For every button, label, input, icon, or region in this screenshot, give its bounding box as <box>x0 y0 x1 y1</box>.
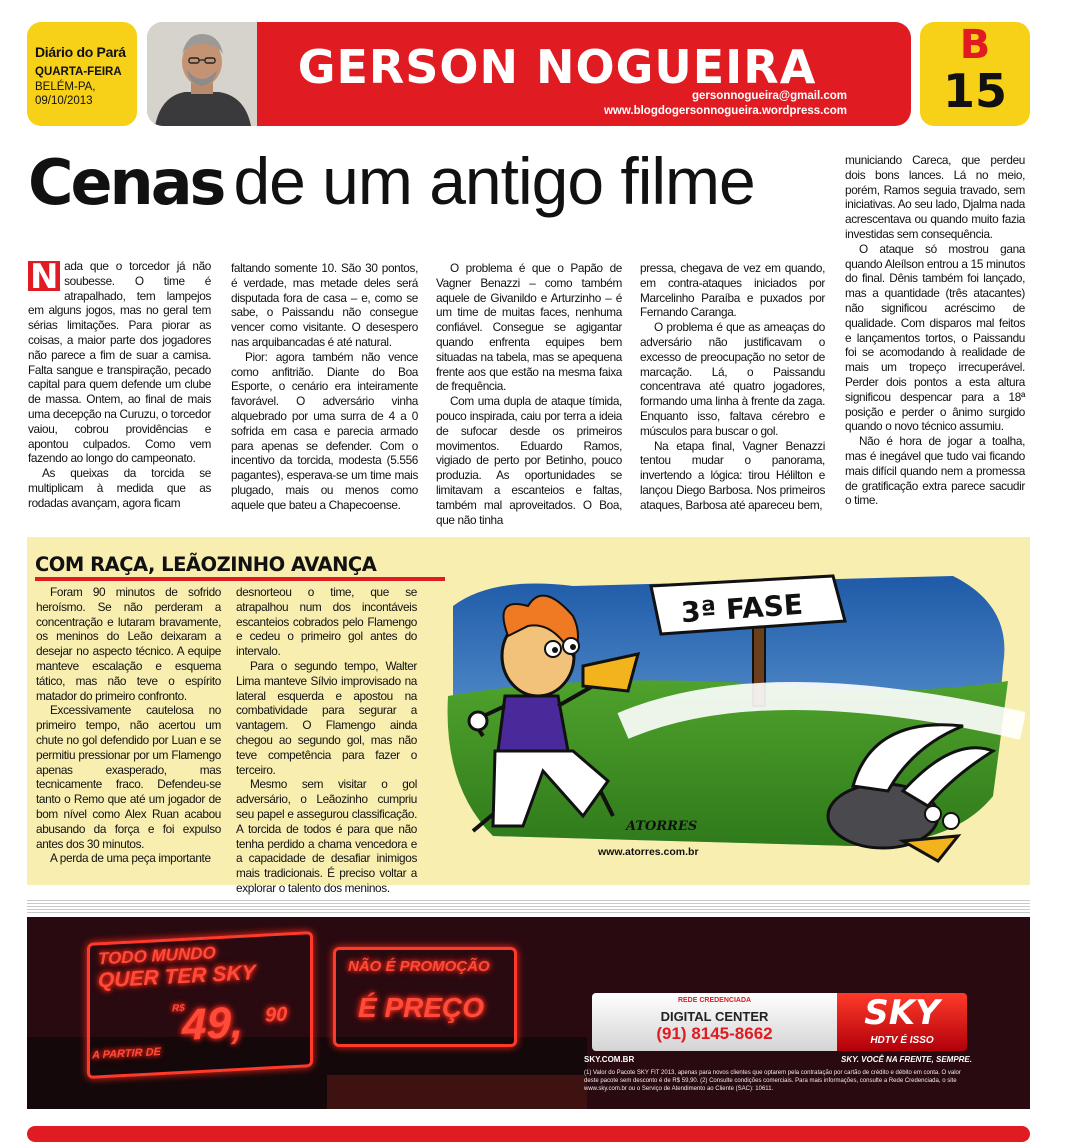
paragraph: As queixas da torcida se multiplicam à medida que as rodadas avançam, agora ficam <box>28 466 211 510</box>
box-title: COM RAÇA, LEÃOZINHO AVANÇA <box>35 553 377 576</box>
neon-text-line2: QUER TER SKY <box>98 961 256 993</box>
box-title-rule <box>35 577 445 581</box>
paragraph: Para o segundo tempo, Walter Lima manteve Sílvio improvisado na lateral esquerda e apostou na combatividade para segurar a vantagem. O Flamengo ainda chegou ao segundo gol, mas não teve competência para fazer o terceiro. <box>236 658 417 777</box>
paragraph: Foram 90 minutos de sofrido heroísmo. Se não perderam a concentração e lutaram bravamente, os meninos do Leão deixaram a desejar no aspecto técnico. A equipe manteve escalação e esquema tático, mas não teve o espírito matador do primeiro confronto. <box>36 585 221 703</box>
columnist-banner <box>147 22 911 126</box>
paragraph: Na etapa final, Vagner Benazzi tentou mudar o panorama, invertendo a lógica: tirou Hélilton e lançou Diego Barbosa. Nos primeiros ataques, Barbosa até apareceu bem, <box>640 438 825 512</box>
cartoonist-signature: ATORRES <box>626 819 698 834</box>
columnist-photo <box>147 22 257 126</box>
paragraph: Com uma dupla de ataque tímida, pouco inspirada, caiu por terra a ideia de sufocar desde os primeiros movimentos. Eduardo Ramos, vigiado de perto por Betinho, pouco produzia. As oportunidades se limitavam a escanteios e faltas, também mal aproveitados. O Boa, que não tinha <box>436 394 622 527</box>
page-number: 15 <box>942 64 1007 118</box>
paragraph: Não é hora de jogar a toalha, mas é inegável que tudo vai ficando mais difícil quando nem a promessa de gratificação extra parece sacudir o time. <box>845 434 1025 508</box>
paragraph: pressa, chegava de vez em quando, em contra-ataques iniciados por Marcelinho Paraíba e puxados por Fernando Caranga. <box>640 261 825 320</box>
paragraph: O ataque só mostrou gana quando Aleílson entrou a 15 minutos do final. Dênis também foi lançado, mas a quantidade (três atacantes) não significou acréscimo de qualidade. Com disparos mal feitos e lançamentos tortos, o Paissandu foi se acomodando à realidade de mais um tropeço irrecuperável. Perder dois pontos a esta altura significou despencar para a 18ª posição e perder o ânimo surgido quando o novo técnico assumiu. <box>845 241 1025 434</box>
paragraph: municiando Careca, que perdeu dois bons lances. Lá no meio, porém, Ramos seguia travado, sem iniciativas. Ao seu lado, Djalma nada acrescentava ou quando muito fazia investidas sem consequência. <box>845 153 1025 241</box>
ad-divider <box>27 900 1030 913</box>
cartoonist-credit-link[interactable]: www.atorres.com.br <box>598 846 699 858</box>
city: BELÉM-PA, <box>35 81 96 93</box>
newspaper-name: Diário do Pará <box>35 44 126 60</box>
sky-brand-sub: HDTV É ISSO <box>870 1035 934 1046</box>
columnist-name: GERSON NOGUEIRA <box>297 40 817 94</box>
weekday: QUARTA-FEIRA <box>35 66 122 78</box>
box-column-2 <box>236 585 417 896</box>
cartoon-illustration <box>433 546 1025 880</box>
columnist-blog-link[interactable]: www.blogdogersonnogueira.wordpress.com <box>603 105 847 117</box>
sky-logo <box>837 993 967 1051</box>
neon-price-prefix: A PARTIR DE <box>92 1046 161 1062</box>
paragraph: Excessivamente cautelosa no primeiro tempo, não acertou um chute no gol defendido por Luan e se permitiu pressionar por um Flamengo apenas exasperado, mas tecnicamente fraco. Defendeu-se tanto o Remo que até um jogador de bom nível como Alex Ruan acabou abusando da força e foi expulso antes dos 30 minutos. <box>36 703 221 851</box>
headline-bold: Cenas <box>28 146 224 219</box>
ad-website[interactable]: SKY.COM.BR <box>584 1055 635 1064</box>
neon-text-line1: TODO MUNDO <box>98 943 216 969</box>
issue-date: 09/10/2013 <box>35 95 93 107</box>
neon-sign-right <box>333 947 517 1047</box>
neon-text-promo: NÃO É PROMOÇÃO <box>348 958 490 975</box>
paragraph: Mesmo sem visitar o gol adversário, o Leãozinho cumpriu seu papel e assegurou classificação. A torcida de todos é para que não tenha perdido a chama vencedora e a capacidade de desafiar inimigos mais tradicionais. É preciso voltar a explorar o talento dos meninos. <box>236 777 417 895</box>
paragraph: desnorteou o time, que se atrapalhou num dos incontáveis escanteios cobrados pelo Flamengo e cedeu o primeiro gol antes do intervalo. <box>236 585 417 659</box>
columnist-email[interactable]: gersonnogueira@gmail.com <box>692 90 847 102</box>
cartoon-sign-text: 3ª FASE <box>679 587 804 630</box>
neon-price: 49, <box>182 997 244 1050</box>
ad-rooftop <box>327 1075 587 1109</box>
paragraph: A perda de uma peça importante <box>50 851 211 866</box>
dealer-name: DIGITAL CENTER <box>660 1009 769 1024</box>
neon-currency: R$ <box>172 1002 185 1015</box>
dealer-phone[interactable]: (91) 8145-8662 <box>656 1024 773 1043</box>
paragraph: faltando somente 10. São 30 pontos, é verdade, mas metade deles será disputada fora de casa – e, como se sabe, o Paissandu não consegue vencer como visitante. O desespero nas arquibancadas é até natural. <box>231 261 418 349</box>
dealer-label: REDE CREDENCIADA <box>677 997 752 1004</box>
article-column-4 <box>640 261 825 513</box>
sky-advertisement[interactable] <box>27 917 1030 1109</box>
neon-sign-left <box>87 931 313 1079</box>
paragraph <box>28 259 211 466</box>
sky-brand: SKY <box>864 993 940 1033</box>
paragraph: O problema é que o Papão de Vagner Benazzi – como também aquele de Givanildo e Arturzinho – é um time de muitas faces, nenhuma confiável. Consegue se agigantar quando enfrenta equipes bem situadas na tabela, mas se apequena frente aos que estão na mesma faixa de frequência. <box>436 261 622 394</box>
box-column-1 <box>36 585 221 866</box>
masthead-date-box <box>27 22 137 126</box>
page-number-box <box>920 22 1030 126</box>
paragraph-text: ada que o torcedor já não soubesse. O time é atrapalhado, tem lampejos em alguns jogos, mas no geral tem sérias limitações. Para piorar as coisas, a maior parte dos jogadores não parece a fim de suar a camisa. Falta sangue e transpiração, pecado capital para quem defende um clube de massa. Ontem, ao final de mais uma decepção na Curuzu, o torcedor vaiou, cobrou providências e apontou culpados. Como vem fazendo ao longo do campeonato. <box>28 259 211 466</box>
section-letter: B <box>959 22 991 68</box>
dealer-panel <box>592 993 837 1051</box>
footer-bar <box>27 1126 1030 1142</box>
paragraph: Pior: agora também não vence como anfitrião. Diante do Boa Esporte, o cenário era inteiramente favorável. O adversário vinha alquebrado por uma surra de 4 a 0 sofrida em casa e parecia armado para apenas se defender. Com o incentivo da torcida, modesta (5.556 pagantes), esperava-se um time mais plugado, mais ou menos como aquele que bateu a Chapecoense. <box>231 349 418 512</box>
neon-text-price: É PREÇO <box>358 992 485 1023</box>
drop-cap: N <box>30 257 59 297</box>
article-column-1 <box>28 259 211 511</box>
paragraph: O problema é que as ameaças do adversário não justificavam o excesso de preocupação no setor de marcação. Lá, o Paissandu concentrava até quatro jogadores, formando uma linha à frente da zaga. Enquanto isso, faltava cérebro e músculos para buscar o gol. <box>640 320 825 438</box>
neon-price-cents: 90 <box>265 1003 288 1027</box>
article-column-2 <box>231 261 418 513</box>
article-column-5 <box>845 153 1025 508</box>
ad-slogan: SKY. VOCÊ NA FRENTE, SEMPRE. <box>841 1055 972 1064</box>
headline <box>28 143 755 219</box>
article-column-3 <box>436 261 622 527</box>
ad-legal-text: (1) Valor do Pacote SKY FIT 2013, apenas para novos clientes que optarem pela contratação por cartão de crédito e débito em conta. O valor deste pacote sem desconto é de R$ 59,90. (2) Consulte condições comerciais. Para mais informações, consulte a Rede Credenciada, o site www.sky.com.br ou o Serviço de Atendimento ao Cliente (SAC): 10611. <box>584 1070 961 1092</box>
headline-rest: de um antigo filme <box>233 144 755 218</box>
